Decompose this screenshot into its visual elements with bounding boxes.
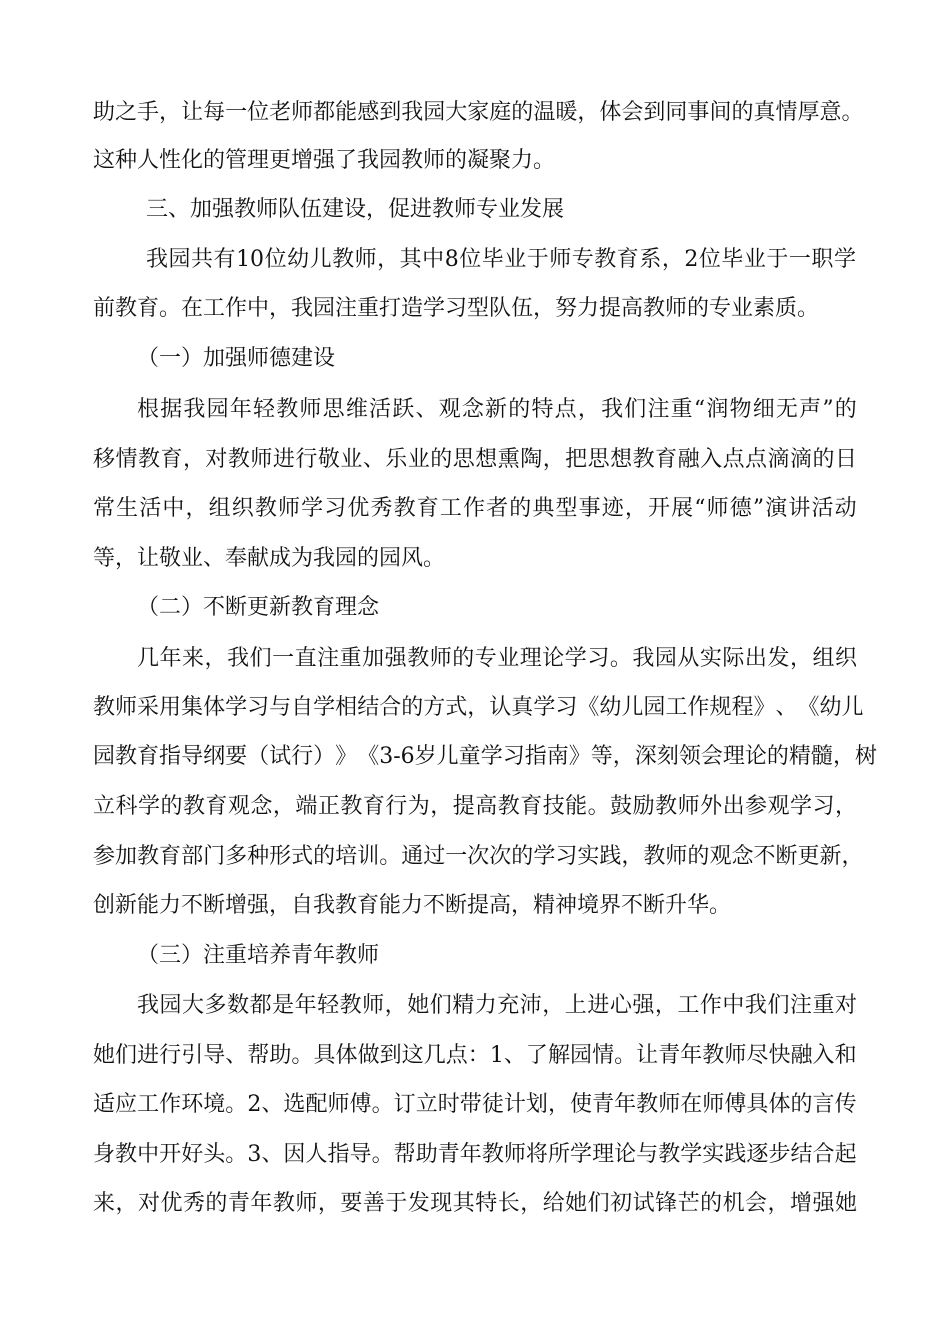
text-line: 我 园 共 有 10 位 幼 儿 教 师 ， 其 中 8 位 毕 业 于 师 专 教 育 系 ， 2 位 毕 业 于 一 职 学	[146, 247, 856, 272]
subsection-heading: （二）不断更新教育理念	[137, 595, 380, 620]
text-line: 参 加 教 育 部 门 多 种 形 式 的 培 训 。 通 过 一 次 次 的 学 习 实 践 ， 教 师 的 观 念 不 断 更 新 ，	[93, 844, 864, 869]
text-line: 身 教 中 开 好 头 。 3 、 因 人 指 导 。 帮 助 青 年 教 师 将 所 学 理 论 与 教 学 实 践 逐 步 结 合 起	[93, 1142, 857, 1167]
text-line: 前教育。在工作中，我园注重打造学习型队伍，努力提高教师的专业素质。	[93, 296, 820, 321]
text-line: 她 们 进 行 引 导 、 帮 助 。 具 体 做 到 这 几 点 ： 1 、 了 解 园 情 。 让 青 年 教 师 尽 快 融 入 和	[93, 1043, 857, 1068]
text-line: 移 情 教 育 ， 对 教 师 进 行 敬 业 、 乐 业 的 思 想 熏 陶 ， 把 思 想 教 育 融 入 点 点 滴 滴 的 日	[93, 447, 857, 472]
text-line: 来 ， 对 优 秀 的 青 年 教 师 ， 要 善 于 发 现 其 特 长 ， 给 她 们 初 试 锋 芒 的 机 会 ， 增 强 她	[93, 1191, 857, 1216]
text-line: 根 据 我 园 年 轻 教 师 思 维 活 跃 、 观 念 新 的 特 点 ， 我 们 注 重 “ 润 物 细 无 声 ” 的	[137, 397, 857, 422]
text-line: 这种人性化的管理更增强了我园教师的凝聚力。	[93, 148, 556, 173]
text-line: 助 之 手 ， 让 每 一 位 老 师 都 能 感 到 我 园 大 家 庭 的 温 暖 ， 体 会 到 同 事 间 的 真 情 厚 意 。	[93, 100, 864, 125]
subsection-heading: （三）注重培养青年教师	[137, 943, 380, 968]
text-line: 立 科 学 的 教 育 观 念 ， 端 正 教 育 行 为 ， 提 高 教 育 技 能 。 鼓 励 教 师 外 出 参 观 学 习 ，	[93, 794, 857, 819]
text-line: 我 园 大 多 数 都 是 年 轻 教 师 ， 她 们 精 力 充 沛 ， 上 进 心 强 ， 工 作 中 我 们 注 重 对	[137, 993, 857, 1018]
text-line: 教 师 采 用 集 体 学 习 与 自 学 相 结 合 的 方 式 ， 认 真 学 习 《 幼 儿 园 工 作 规 程 》 、 《 幼 儿	[93, 695, 864, 720]
text-line: 适 应 工 作 环 境 。 2 、 选 配 师 傅 。 订 立 时 带 徒 计 划 ， 使 青 年 教 师 在 师 傅 具 体 的 言 传	[93, 1092, 857, 1117]
subsection-heading: （一）加强师德建设	[137, 346, 336, 371]
text-line: 几 年 来 ， 我 们 一 直 注 重 加 强 教 师 的 专 业 理 论 学 习 。 我 园 从 实 际 出 发 ， 组 织	[137, 646, 857, 671]
text-line: 常 生 活 中 ， 组 织 教 师 学 习 优 秀 教 育 工 作 者 的 典 型 事 迹 ， 开 展 “ 师 德 ” 演 讲 活 动	[93, 496, 857, 521]
text-line: 创新能力不断增强，自我教育能力不断提高，精神境界不断升华。	[93, 893, 732, 918]
section-heading: 三、加强教师队伍建设，促进教师专业发展	[146, 197, 565, 222]
text-line: 园 教 育 指 导 纲 要 （ 试 行 ） 》 《 3-6 岁 儿 童 学 习 指 南 》 等 ， 深 刻 领 会 理 论 的 精 髓 ， 树	[93, 744, 877, 769]
text-line: 等，让敬业、奉献成为我园的园风。	[93, 546, 446, 571]
